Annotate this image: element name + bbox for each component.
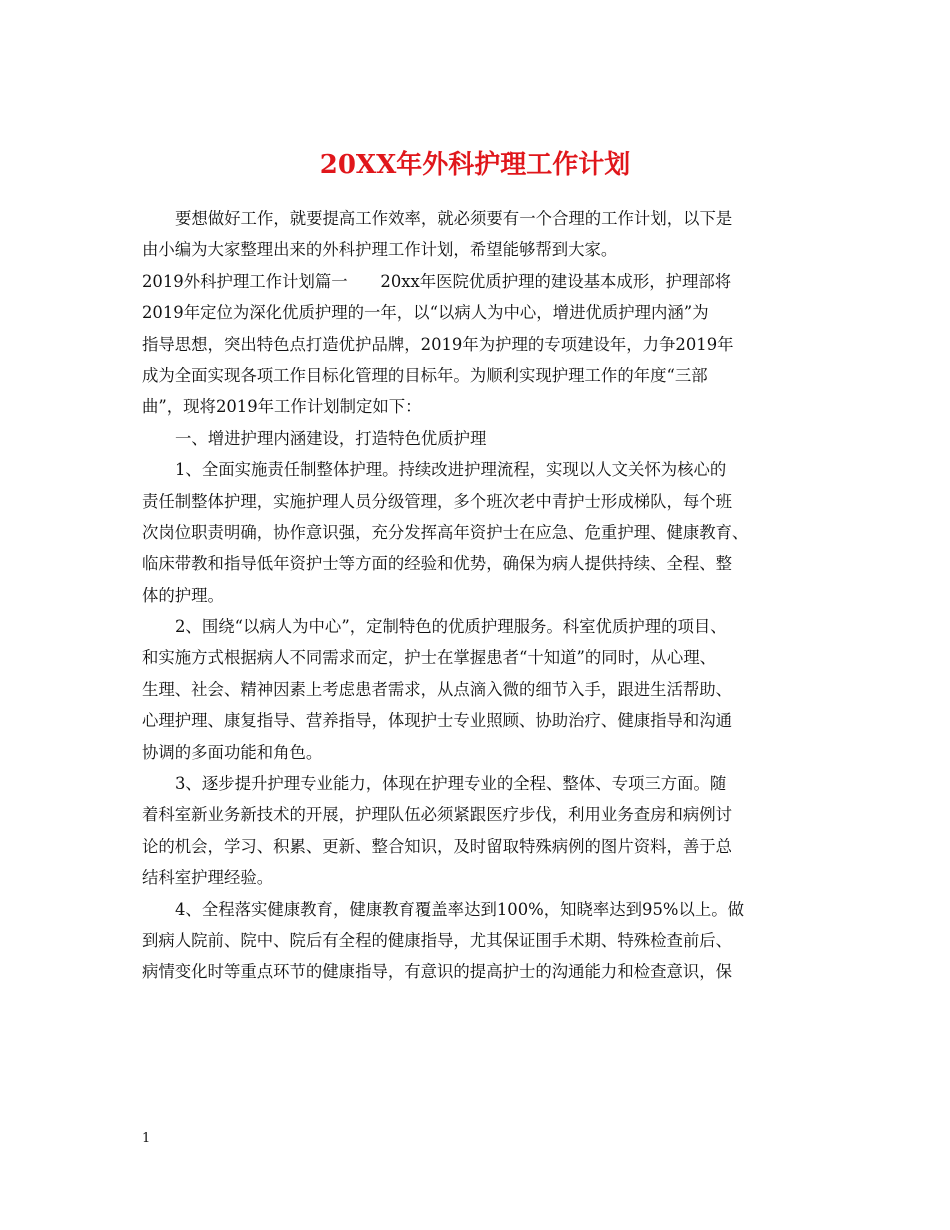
body-line: 3、逐步提升护理专业能力，体现在护理专业的全程、整体、专项三方面。随 bbox=[175, 774, 727, 794]
document-body bbox=[142, 204, 818, 989]
body-line: 着科室新业务新技术的开展，护理队伍必须紧跟医疗步伐，利用业务查房和病例讨 bbox=[142, 805, 733, 825]
document-title: 20XX年外科护理工作计划 bbox=[319, 150, 631, 181]
body-line: 指导思想，突出特色点打造优护品牌，2019年为护理的专项建设年，力争2019年 bbox=[142, 334, 734, 354]
body-line: 次岗位职责明确，协作意识强，充分发挥高年资护士在应急、危重护理、健康教育、 bbox=[142, 522, 749, 542]
page-number: 1 bbox=[142, 1131, 151, 1146]
body-line: 结科室护理经验。 bbox=[142, 868, 274, 888]
body-line: 和实施方式根据病人不同需求而定，护士在掌握患者“十知道”的同时，从心理、 bbox=[142, 648, 717, 668]
body-line: 生理、社会、精神因素上考虑患者需求，从点滴入微的细节入手，跟进生活帮助、 bbox=[142, 679, 733, 699]
body-line: 2019外科护理工作计划篇一 20xx年医院优质护理的建设基本成形，护理部将 bbox=[142, 271, 732, 291]
body-line: 一、增进护理内涵建设，打造特色优质护理 bbox=[175, 428, 487, 448]
body-line: 1、全面实施责任制整体护理。持续改进护理流程，实现以人文关怀为核心的 bbox=[175, 460, 727, 480]
body-line: 到病人院前、院中、院后有全程的健康指导，尤其保证围手术期、特殊检查前后、 bbox=[142, 930, 733, 950]
body-line: 曲”，现将2019年工作计划制定如下： bbox=[142, 397, 422, 417]
body-line: 协调的多面功能和角色。 bbox=[142, 742, 323, 762]
body-line: 要想做好工作，就要提高工作效率，就必须要有一个合理的工作计划，以下是 bbox=[175, 209, 733, 228]
body-line: 心理护理、康复指导、营养指导，体现护士专业照顾、协助治疗、健康指导和沟通 bbox=[142, 711, 733, 731]
body-line: 病情变化时等重点环节的健康指导，有意识的提高护士的沟通能力和检查意识，保 bbox=[142, 962, 733, 982]
body-line: 论的机会，学习、积累、更新、整合知识，及时留取特殊病例的图片资料，善于总 bbox=[142, 836, 733, 856]
body-line: 4、全程落实健康教育，健康教育覆盖率达到100%，知晓率达到95%以上。做 bbox=[175, 899, 745, 919]
body-line: 责任制整体护理，实施护理人员分级管理，多个班次老中青护士形成梯队，每个班 bbox=[142, 491, 733, 511]
body-line: 成为全面实现各项工作目标化管理的目标年。为顺利实现护理工作的年度“三部 bbox=[142, 365, 708, 385]
body-line: 2、围绕“以病人为中心”，定制特色的优质护理服务。科室优质护理的项目、 bbox=[175, 617, 727, 637]
body-line: 体的护理。 bbox=[142, 585, 224, 605]
body-line: 临床带教和指导低年资护士等方面的经验和优势，确保为病人提供持续、全程、整 bbox=[142, 554, 733, 574]
body-line: 2019年定位为深化优质护理的一年，以“以病人为中心，增进优质护理内涵”为 bbox=[142, 303, 709, 323]
body-line: 由小编为大家整理出来的外科护理工作计划，希望能够帮到大家。 bbox=[142, 240, 618, 260]
